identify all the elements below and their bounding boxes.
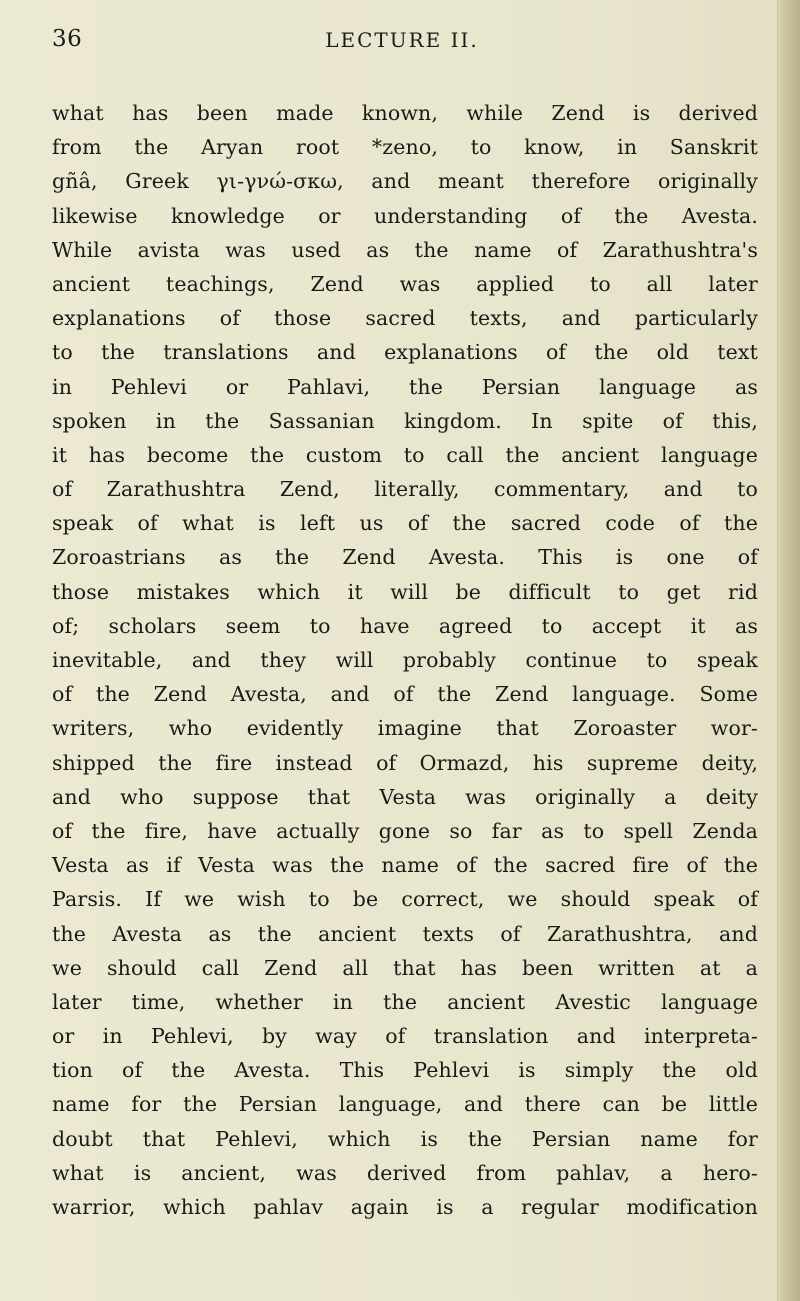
running-head: LECTURE II.: [325, 28, 479, 52]
text-line: later time, whether in the ancient Avestic language: [52, 989, 758, 1014]
text-line: tion of the Avesta. This Pehlevi is simply the old: [52, 1058, 758, 1083]
text-line: writers, who evidently imagine that Zoroaster wor-: [52, 716, 758, 741]
text-line: and who suppose that Vesta was originally a deity: [52, 784, 758, 809]
text-line: doubt that Pehlevi, which is the Persian name for: [52, 1126, 758, 1151]
text-line: of Zarathushtra Zend, literally, commentary, and to: [52, 477, 758, 502]
text-line: Vesta as if Vesta was the name of the sacred fire of the: [52, 853, 758, 878]
text-line: what has been made known, while Zend is derived: [52, 101, 758, 125]
text-line: gñâ, Greek γι-γνώ-σκω, and meant therefore originally: [52, 169, 758, 194]
text-line: in Pehlevi or Pahlavi, the Persian language as: [52, 374, 758, 399]
text-line: of the Zend Avesta, and of the Zend language. Some: [52, 682, 758, 707]
text-line: of the fire, have actually gone so far as to spell Zenda: [52, 818, 758, 843]
text-line: to the translations and explanations of the old text: [52, 340, 758, 365]
text-line: the Avesta as the ancient texts of Zarathushtra, and: [52, 921, 758, 946]
text-line: it has become the custom to call the ancient language: [52, 442, 758, 467]
text-line: Parsis. If we wish to be correct, we should speak of: [52, 887, 758, 912]
text-line: from the Aryan root *zeno, to know, in Sanskrit: [52, 135, 758, 160]
text-line: name for the Persian language, and there can be little: [52, 1092, 758, 1117]
text-line: of; scholars seem to have agreed to accept it as: [52, 613, 758, 638]
text-line: likewise knowledge or understanding of the Avesta.: [52, 203, 758, 228]
text-line: or in Pehlevi, by way of translation and interpreta-: [52, 1024, 758, 1049]
text-line: ancient teachings, Zend was applied to all later: [52, 271, 758, 296]
text-line: spoken in the Sassanian kingdom. In spite of this,: [52, 408, 758, 433]
text-line: Zoroastrians as the Zend Avesta. This is one of: [52, 545, 758, 570]
text-line: explanations of those sacred texts, and particularly: [52, 306, 758, 331]
body-text: [52, 96, 758, 1224]
text-line: shipped the fire instead of Ormazd, his supreme deity,: [52, 750, 758, 775]
text-line: While avista was used as the name of Zarathushtra's: [52, 237, 758, 262]
page-edge: [777, 0, 800, 1301]
page-header: [52, 26, 752, 56]
text-line: those mistakes which it will be difficult to get rid: [52, 579, 758, 604]
text-line: speak of what is left us of the sacred code of the: [52, 511, 758, 536]
page-number: 36: [52, 26, 83, 52]
text-line: what is ancient, was derived from pahlav, a hero-: [52, 1160, 758, 1185]
text-line: warrior, which pahlav again is a regular modification: [52, 1195, 758, 1219]
text-line: inevitable, and they will probably continue to speak: [52, 648, 758, 672]
text-line: we should call Zend all that has been written at a: [52, 955, 758, 980]
